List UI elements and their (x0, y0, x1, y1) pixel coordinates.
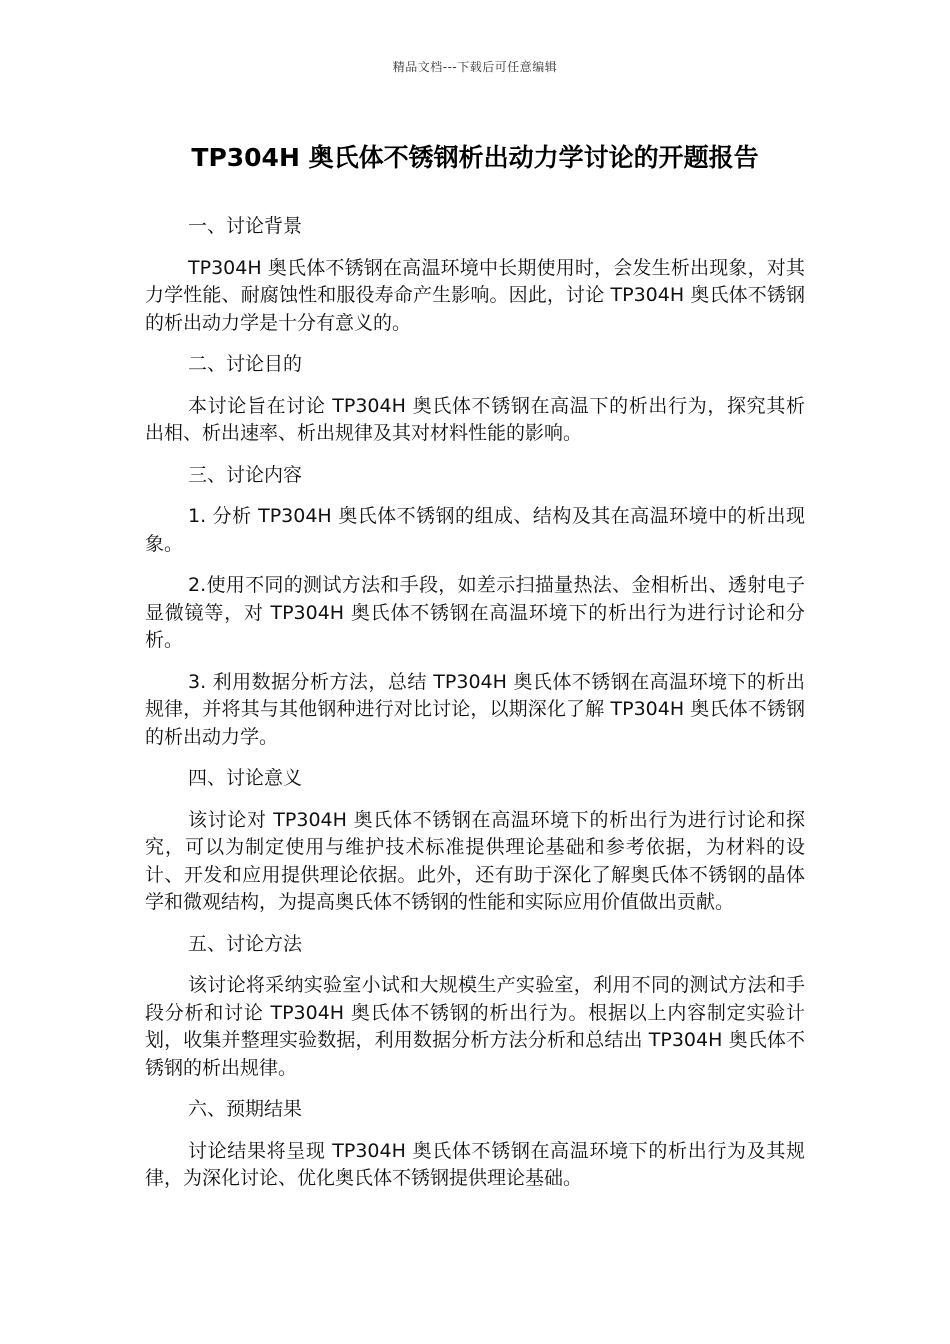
section-heading-expected-results: 六、预期结果 (188, 1098, 303, 1120)
paragraph: 讨论结果将呈现 TP304H 奥氏体不锈钢在高温环境下的析出行为及其规律，为深化讨论、优化奥氏体不锈钢提供理论基础。 (145, 1139, 805, 1189)
paragraph: 本讨论旨在讨论 TP304H 奥氏体不锈钢在高温下的析出行为，探究其析出相、析出速率、析出规律及其对材料性能的影响。 (145, 394, 805, 444)
section-heading-background: 一、讨论背景 (188, 215, 303, 237)
list-item: 3. 利用数据分析方法，总结 TP304H 奥氏体不锈钢在高温环境下的析出规律，并将其与其他钢种进行对比讨论，以期深化了解 TP304H 奥氏体不锈钢的析出动力学。 (145, 670, 805, 748)
list-item: 2.使用不同的测试方法和手段，如差示扫描量热法、金相析出、透射电子显微镜等，对 TP304H 奥氏体不锈钢在高温环境下的析出行为进行讨论和分析。 (145, 574, 805, 651)
paragraph: 该讨论对 TP304H 奥氏体不锈钢在高温环境下的析出行为进行讨论和探究，可以为制定使用与维护技术标准提供理论基础和参考依据，为材料的设计、开发和应用提供理论依据。此外，还有助于深化了解奥氏体不锈钢的晶体学和微观结构，为提高奥氏体不锈钢的性能和实际应用价值做出贡献。 (145, 808, 805, 913)
document-title: TP304H 奥氏体不锈钢析出动力学讨论的开题报告 (191, 143, 759, 172)
section-heading-purpose: 二、讨论目的 (188, 353, 303, 375)
section-heading-significance: 四、讨论意义 (188, 767, 303, 789)
header-note: 精品文档---下载后可任意编辑 (392, 60, 558, 74)
paragraph: TP304H 奥氏体不锈钢在高温环境中长期使用时，会发生析出现象，对其力学性能、耐腐蚀性和服役寿命产生影响。因此，讨论 TP304H 奥氏体不锈钢的析出动力学是十分有意义的。 (145, 256, 805, 334)
paragraph: 该讨论将采纳实验室小试和大规模生产实验室，利用不同的测试方法和手段分析和讨论 TP304H 奥氏体不锈钢的析出行为。根据以上内容制定实验计划，收集并整理实验数据，利用数据分析方法分析和总结出 TP304H 奥氏体不锈钢的析出规律。 (145, 974, 805, 1079)
section-heading-method: 五、讨论方法 (188, 932, 303, 955)
section-heading-content: 三、讨论内容 (188, 463, 303, 486)
list-item: 1. 分析 TP304H 奥氏体不锈钢的组成、结构及其在高温环境中的析出现象。 (145, 505, 805, 555)
document-body (145, 213, 805, 1207)
